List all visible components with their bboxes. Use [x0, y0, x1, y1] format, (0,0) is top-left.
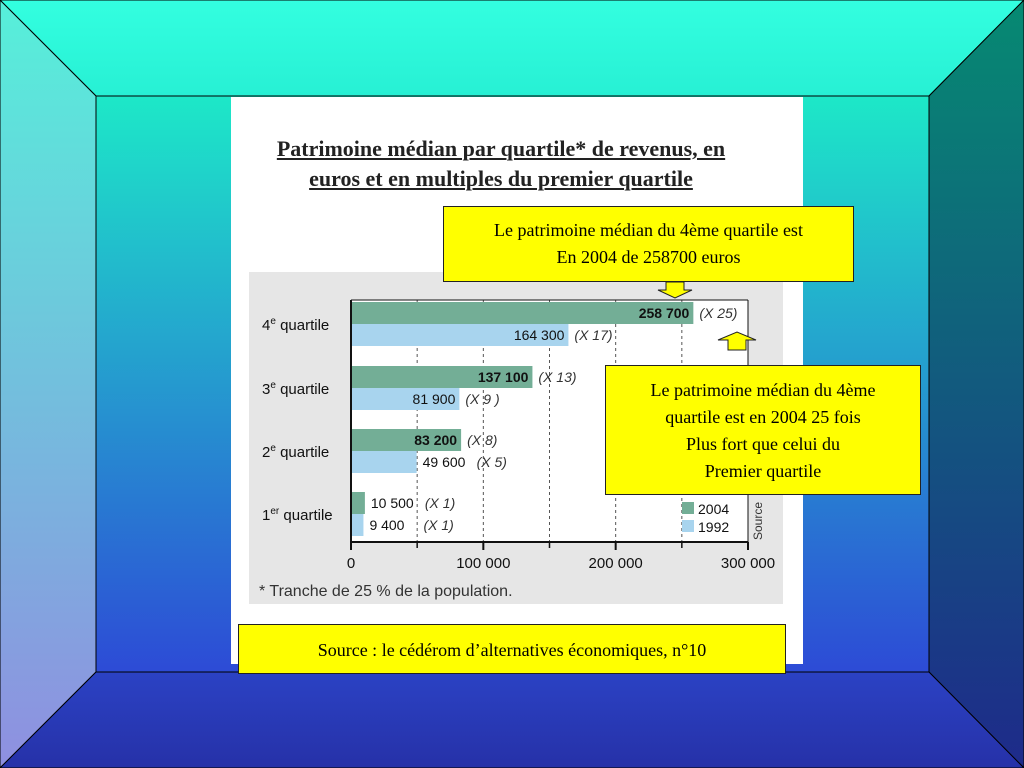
- bar-value-label: 10 500: [370, 495, 414, 511]
- category-label-number: 4: [262, 317, 271, 334]
- chart-title-line-2: euros et en multiples du premier quartile: [309, 166, 693, 191]
- annotation-right-line-1: Le patrimoine médian du 4ème: [650, 380, 876, 400]
- annotation-right-line-4: Premier quartile: [704, 461, 822, 481]
- legend-swatch-2004: [682, 502, 694, 514]
- bar-1992-3: [351, 514, 363, 536]
- category-label-text: quartile: [275, 381, 330, 398]
- annotation-top-line-1: Le patrimoine médian du 4ème quartile est: [494, 220, 803, 240]
- x-tick-label: 0: [346, 555, 356, 572]
- source-box: Source : le cédérom d’alternatives économiques, n°10: [238, 624, 786, 674]
- category-label-sup: e: [270, 380, 276, 391]
- category-label-text: quartile: [275, 317, 330, 334]
- chart-title-line-1: Patrimoine médian par quartile* de revenus, en: [276, 136, 726, 161]
- bar-multiple-label: (X 1): [424, 495, 456, 511]
- annotation-top-line-2: En 2004 de 258700 euros: [556, 247, 741, 267]
- category-label-text: quartile: [279, 507, 333, 524]
- bar-multiple-label: (X 25): [699, 305, 738, 321]
- category-label-number: 2: [262, 444, 271, 461]
- legend-label: 1992: [698, 519, 730, 535]
- bar-multiple-label: (X 8): [467, 432, 498, 448]
- bar-multiple-label: (X 17): [574, 327, 613, 343]
- x-tick-label: 200 000: [588, 555, 643, 572]
- chart-source-label: Source: [751, 501, 765, 540]
- bar-multiple-label: (X 13): [538, 369, 577, 385]
- annotation-right-line-3: Plus fort que celui du: [686, 434, 840, 454]
- category-label-sup: e: [270, 443, 276, 454]
- chart-footnote: * Tranche de 25 % de la population.: [259, 583, 513, 600]
- category-label-sup: er: [270, 506, 280, 517]
- bar-value-label: 137 100: [477, 369, 529, 385]
- bar-value-label: 9 400: [369, 517, 405, 533]
- bar-value-label: 164 300: [513, 327, 565, 343]
- bar-value-label: 81 900: [412, 391, 456, 407]
- annotation-right-line-2: quartile est en 2004 25 fois: [665, 407, 861, 427]
- category-label-number: 1: [262, 507, 271, 524]
- annotation-box-right: [605, 365, 921, 495]
- bar-value-label: 83 200: [414, 432, 458, 448]
- legend-swatch-1992: [682, 520, 694, 532]
- bar-multiple-label: (X 9 ): [465, 391, 500, 407]
- x-tick-label: 100 000: [456, 555, 511, 572]
- annotation-box-top: [443, 206, 854, 282]
- category-label-sup: e: [270, 316, 276, 327]
- x-tick-label: 300 000: [720, 555, 776, 572]
- category-label-text: quartile: [275, 444, 330, 461]
- bar-multiple-label: (X 5): [476, 454, 507, 470]
- bar-value-label: 49 600: [422, 454, 466, 470]
- bar-2004-3: [351, 492, 365, 514]
- bar-1992-2: [351, 451, 417, 473]
- category-label-number: 3: [262, 381, 271, 398]
- bar-value-label: 258 700: [638, 305, 690, 321]
- bar-multiple-label: (X 1): [423, 517, 454, 533]
- legend-label: 2004: [698, 501, 730, 517]
